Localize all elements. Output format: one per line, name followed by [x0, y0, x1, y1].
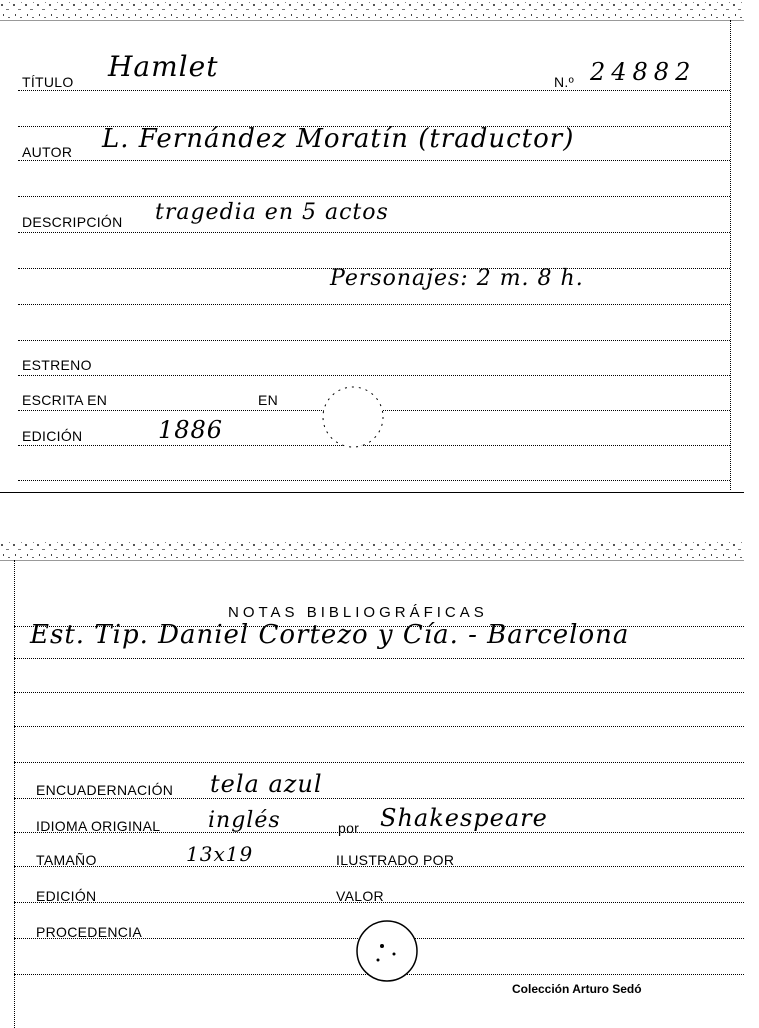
card-separator — [0, 492, 744, 493]
rule-line — [14, 658, 744, 659]
encuadernacion-value: tela azul — [210, 770, 323, 798]
rule-line — [14, 762, 744, 763]
idioma-value: inglés — [208, 808, 281, 833]
punch-hole-stamp — [352, 916, 422, 986]
rule-line — [18, 196, 730, 197]
notas-title: NOTAS BIBLIOGRÁFICAS — [228, 604, 488, 621]
rule-line — [18, 160, 730, 161]
autor-label: AUTOR — [22, 144, 73, 160]
catalog-card-back — [0, 540, 744, 1028]
tamano-value: 13x19 — [186, 842, 254, 866]
catalog-card-front — [0, 0, 744, 492]
scan-edge-noise — [0, 0, 744, 22]
rule-line — [18, 304, 730, 305]
en-label: EN — [258, 392, 279, 408]
autor-value: L. Fernández Moratín (traductor) — [102, 124, 575, 154]
numero-label: N.º — [554, 74, 575, 90]
escrita-en-label: ESCRITA EN — [22, 392, 108, 408]
idioma-label: IDIOMA ORIGINAL — [36, 818, 161, 834]
tamano-label: TAMAÑO — [36, 852, 97, 868]
estreno-label: ESTRENO — [22, 357, 92, 373]
titulo-value: Hamlet — [108, 50, 219, 83]
titulo-label: TÍTULO — [22, 74, 74, 90]
rule-line — [18, 375, 730, 376]
rule-line — [18, 445, 730, 446]
valor-label: VALOR — [336, 888, 384, 904]
personajes-value: Personajes: 2 m. 8 h. — [330, 266, 584, 291]
punch-hole-stamp — [320, 384, 386, 450]
rule-line — [18, 90, 730, 91]
rule-line — [14, 726, 744, 727]
por-value: Shakespeare — [380, 804, 548, 832]
card-left-edge — [14, 560, 15, 1028]
encuadernacion-label: ENCUADERNACIÓN — [36, 782, 174, 798]
edicion-label: EDICIÓN — [22, 428, 83, 444]
notas-value: Est. Tip. Daniel Cortezo y Cía. - Barcelona — [30, 620, 630, 650]
rule-line — [14, 692, 744, 693]
por-label: por — [338, 820, 360, 836]
coleccion-footer: Colección Arturo Sedó — [512, 982, 642, 996]
procedencia-label: PROCEDENCIA — [36, 924, 142, 940]
numero-value: 24882 — [590, 58, 697, 86]
edicion-value: 1886 — [158, 416, 224, 444]
rule-line — [18, 480, 730, 481]
rule-line — [18, 232, 730, 233]
rule-line — [14, 798, 744, 799]
card-right-edge — [730, 20, 731, 490]
scan-edge-noise — [0, 540, 744, 562]
rule-line — [18, 340, 730, 341]
ilustrado-label: ILUSTRADO POR — [336, 852, 455, 868]
descripcion-value: tragedia en 5 actos — [155, 200, 389, 225]
descripcion-label: DESCRIPCIÓN — [22, 214, 123, 230]
edicion-label-back: EDICIÓN — [36, 888, 97, 904]
